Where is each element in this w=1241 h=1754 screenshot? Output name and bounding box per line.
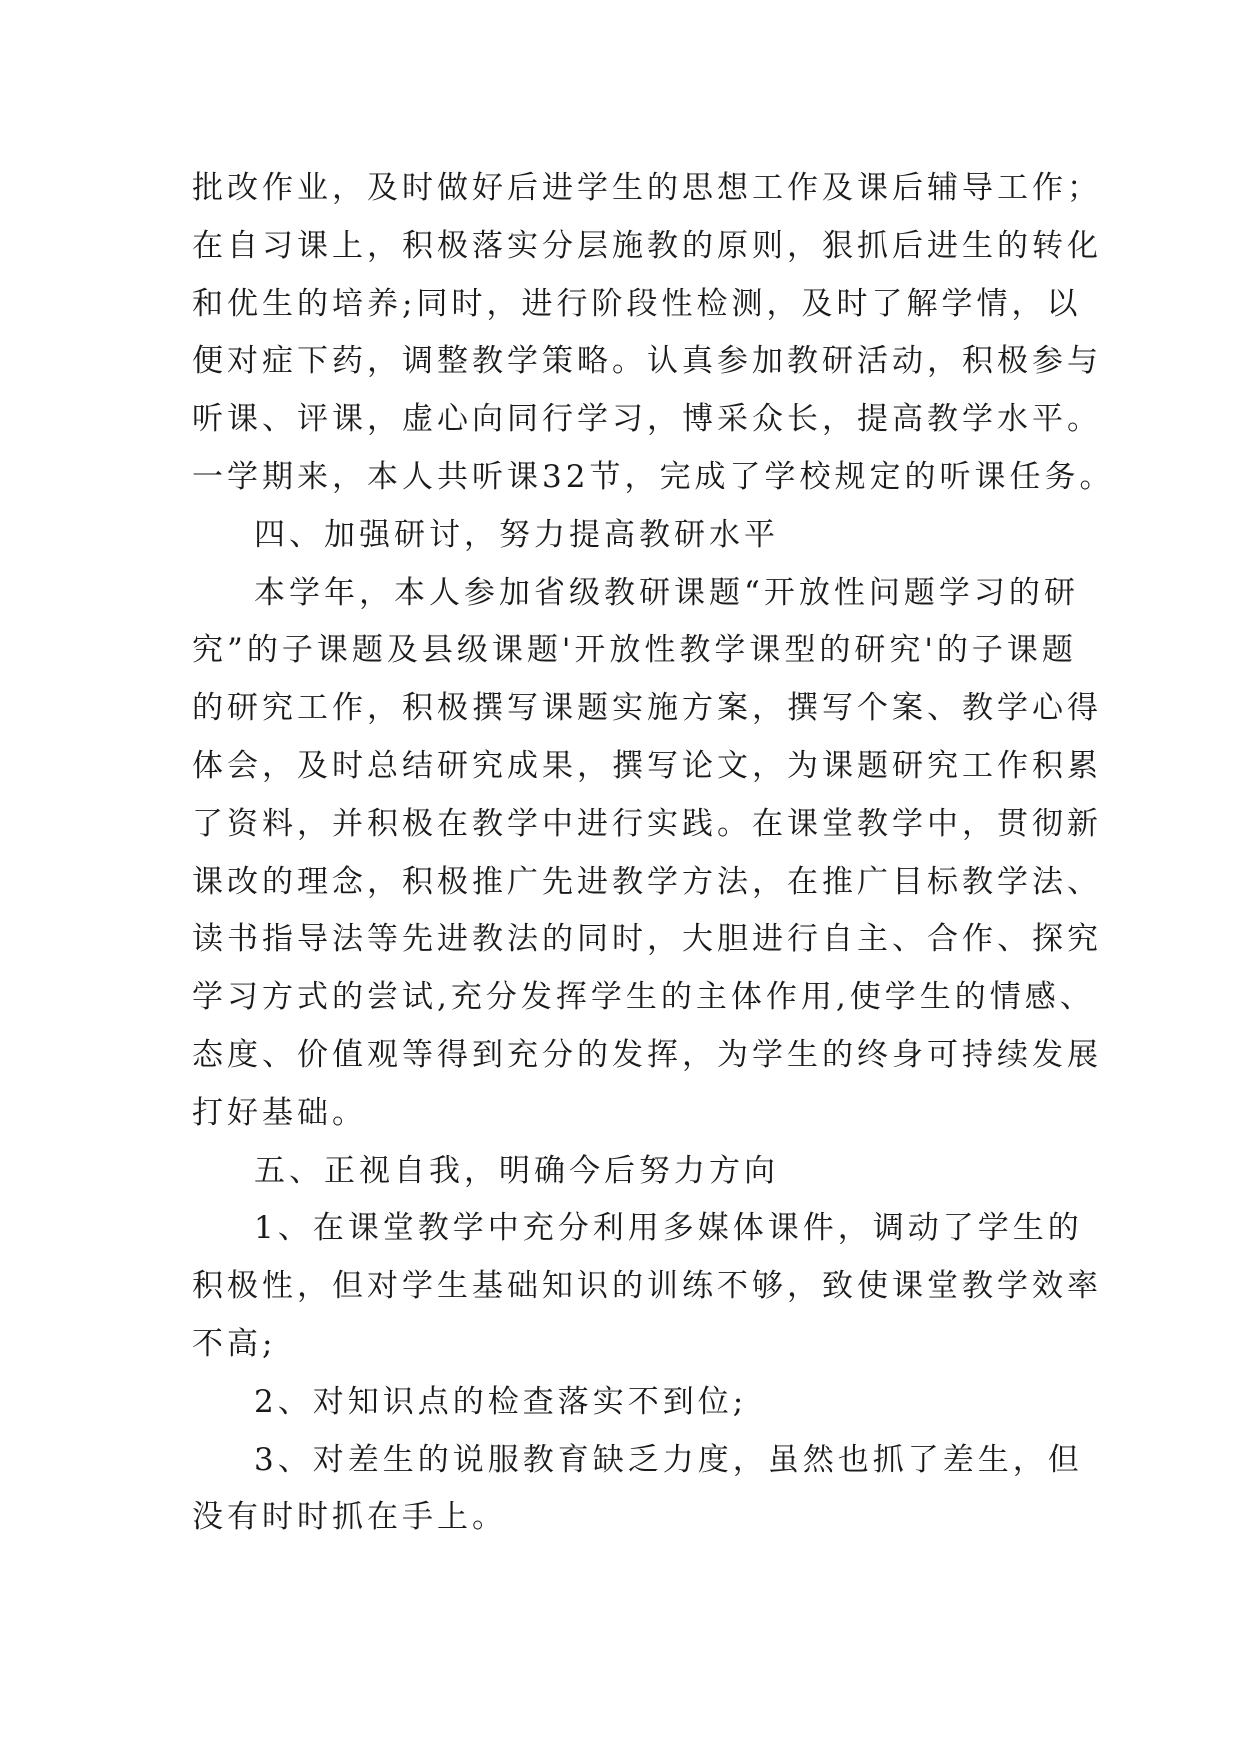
text-line: 了资料，并积极在教学中进行实践。在课堂教学中，贯彻新	[192, 805, 1102, 842]
text-line: 听课、评课，虚心向同行学习，博采众长，提高教学水平。	[192, 401, 1102, 438]
text-line: 批改作业，及时做好后进学生的思想工作及课后辅导工作；	[192, 170, 1102, 206]
text-line: 一学期来，本人共听课32节，完成了学校规定的听课任务。	[192, 458, 1115, 495]
text-line: 和优生的培养;同时，进行阶段性检测，及时了解学情，以	[192, 285, 1082, 322]
text-line: 态度、价值观等得到充分的发挥，为学生的终身可持续发展	[192, 1036, 1102, 1073]
document-body	[192, 160, 1115, 1547]
text-line: 打好基础。	[192, 1094, 367, 1131]
text-line: 学习方式的尝试,充分发挥学生的主体作用,使学生的情感、	[192, 979, 1095, 1016]
text-line: 在自习课上，积极落实分层施教的原则，狠抓后进生的转化	[192, 227, 1102, 264]
list-item: 3、对差生的说服教育缺乏力度，虽然也抓了差生，但	[254, 1441, 1083, 1478]
text-line: 本学年，本人参加省级教研课题“开放性问题学习的研	[254, 574, 1079, 611]
text-line: 没有时时抓在手上。	[192, 1499, 507, 1536]
text-line: 便对症下药，调整教学策略。认真参加教研活动，积极参与	[192, 343, 1102, 380]
list-item: 2、对知识点的检查落实不到位;	[254, 1383, 748, 1420]
list-item: 1、在课堂教学中充分利用多媒体课件，调动了学生的	[254, 1210, 1083, 1247]
text-line: 积极性，但对学生基础知识的训练不够，致使课堂教学效率	[192, 1268, 1102, 1305]
text-line: 究”的子课题及县级课题'开放性教学课型的研究'的子课题	[192, 632, 1077, 669]
text-line: 的研究工作，积极撰写课题实施方案，撰写个案、教学心得	[192, 690, 1102, 727]
text-line: 不高;	[192, 1325, 277, 1362]
text-line: 体会，及时总结研究成果，撰写论文，为课题研究工作积累	[192, 747, 1102, 784]
text-line: 课改的理念，积极推广先进教学方法，在推广目标教学法、	[192, 863, 1102, 900]
text-line: 读书指导法等先进教法的同时，大胆进行自主、合作、探究	[192, 921, 1102, 958]
section-heading: 五、正视自我，明确今后努力方向	[254, 1152, 779, 1189]
section-heading: 四、加强研讨，努力提高教研水平	[254, 516, 779, 553]
